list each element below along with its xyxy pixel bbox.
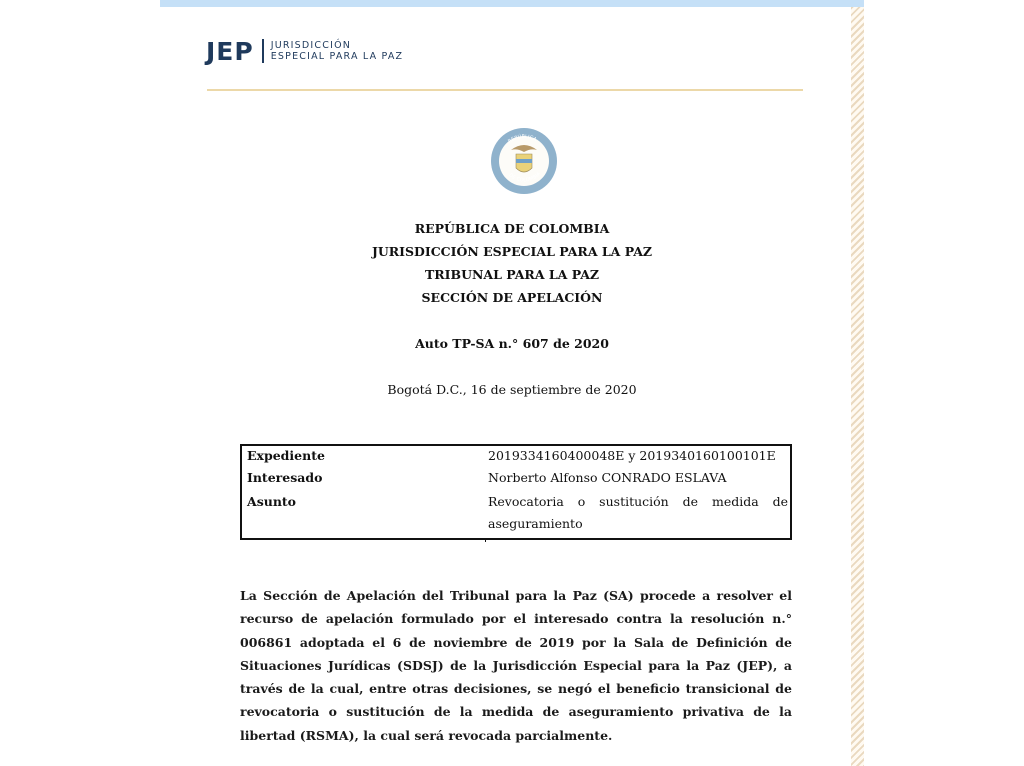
logo-line2: ESPECIAL PARA LA PAZ xyxy=(270,51,404,62)
document-date: Bogotá D.C., 16 de septiembre de 2020 xyxy=(387,382,637,397)
auto-number: Auto TP-SA n.° 607 de 2020 xyxy=(415,336,609,351)
row-label: Expediente xyxy=(247,448,325,463)
logo-separator xyxy=(262,39,264,63)
row-value-line2: aseguramiento xyxy=(488,516,583,531)
logo-text xyxy=(271,40,404,62)
top-band xyxy=(160,0,864,7)
case-info-table xyxy=(240,444,792,540)
header-rule xyxy=(207,89,803,91)
heading-seccion: SECCIÓN DE APELACIÓN xyxy=(421,290,603,305)
jep-logo xyxy=(206,36,403,66)
table-column-tick xyxy=(485,538,486,542)
seal-top-text: REPÚBLICA xyxy=(507,133,538,145)
row-value: Norberto Alfonso CONRADO ESLAVA xyxy=(488,470,727,485)
colombia-seal-icon xyxy=(489,126,559,196)
row-value: 2019334160400048E y 2019340160100101E xyxy=(488,448,776,463)
logo-mark: JEP xyxy=(206,36,254,66)
heading-tribunal: TRIBUNAL PARA LA PAZ xyxy=(424,267,600,282)
heading-jurisdiccion: JURISDICCIÓN ESPECIAL PARA LA PAZ xyxy=(371,244,653,259)
document-page xyxy=(160,0,864,766)
row-label: Asunto xyxy=(247,494,297,509)
row-label: Interesado xyxy=(247,470,323,485)
logo-line1: JURISDICCIÓN xyxy=(270,40,352,51)
heading-republica: REPÚBLICA DE COLOMBIA xyxy=(414,221,610,236)
row-value-line1: Revocatoria o sustitución de medida de xyxy=(488,494,788,509)
body-paragraph: La Sección de Apelación del Tribunal para la Paz (SA) procede a resolver el recurso de apelación formulado por el interesado contra la resolución n.° 006861 adoptada el 6 de noviembre de 2019 por la Sala de Definición de Situaciones Jurídicas (SDSJ) de la Jurisdicción Especial para la Paz (JEP), a través de la cual, entre otras decisiones, se negó el beneficio transicional de revocatoria o sustitución de la medida de aseguramiento privativa de la libertad (RSMA), la cual será revocada parcialmente. xyxy=(240,588,792,743)
seal-bottom-text: DE COLOMBIA xyxy=(507,171,542,184)
